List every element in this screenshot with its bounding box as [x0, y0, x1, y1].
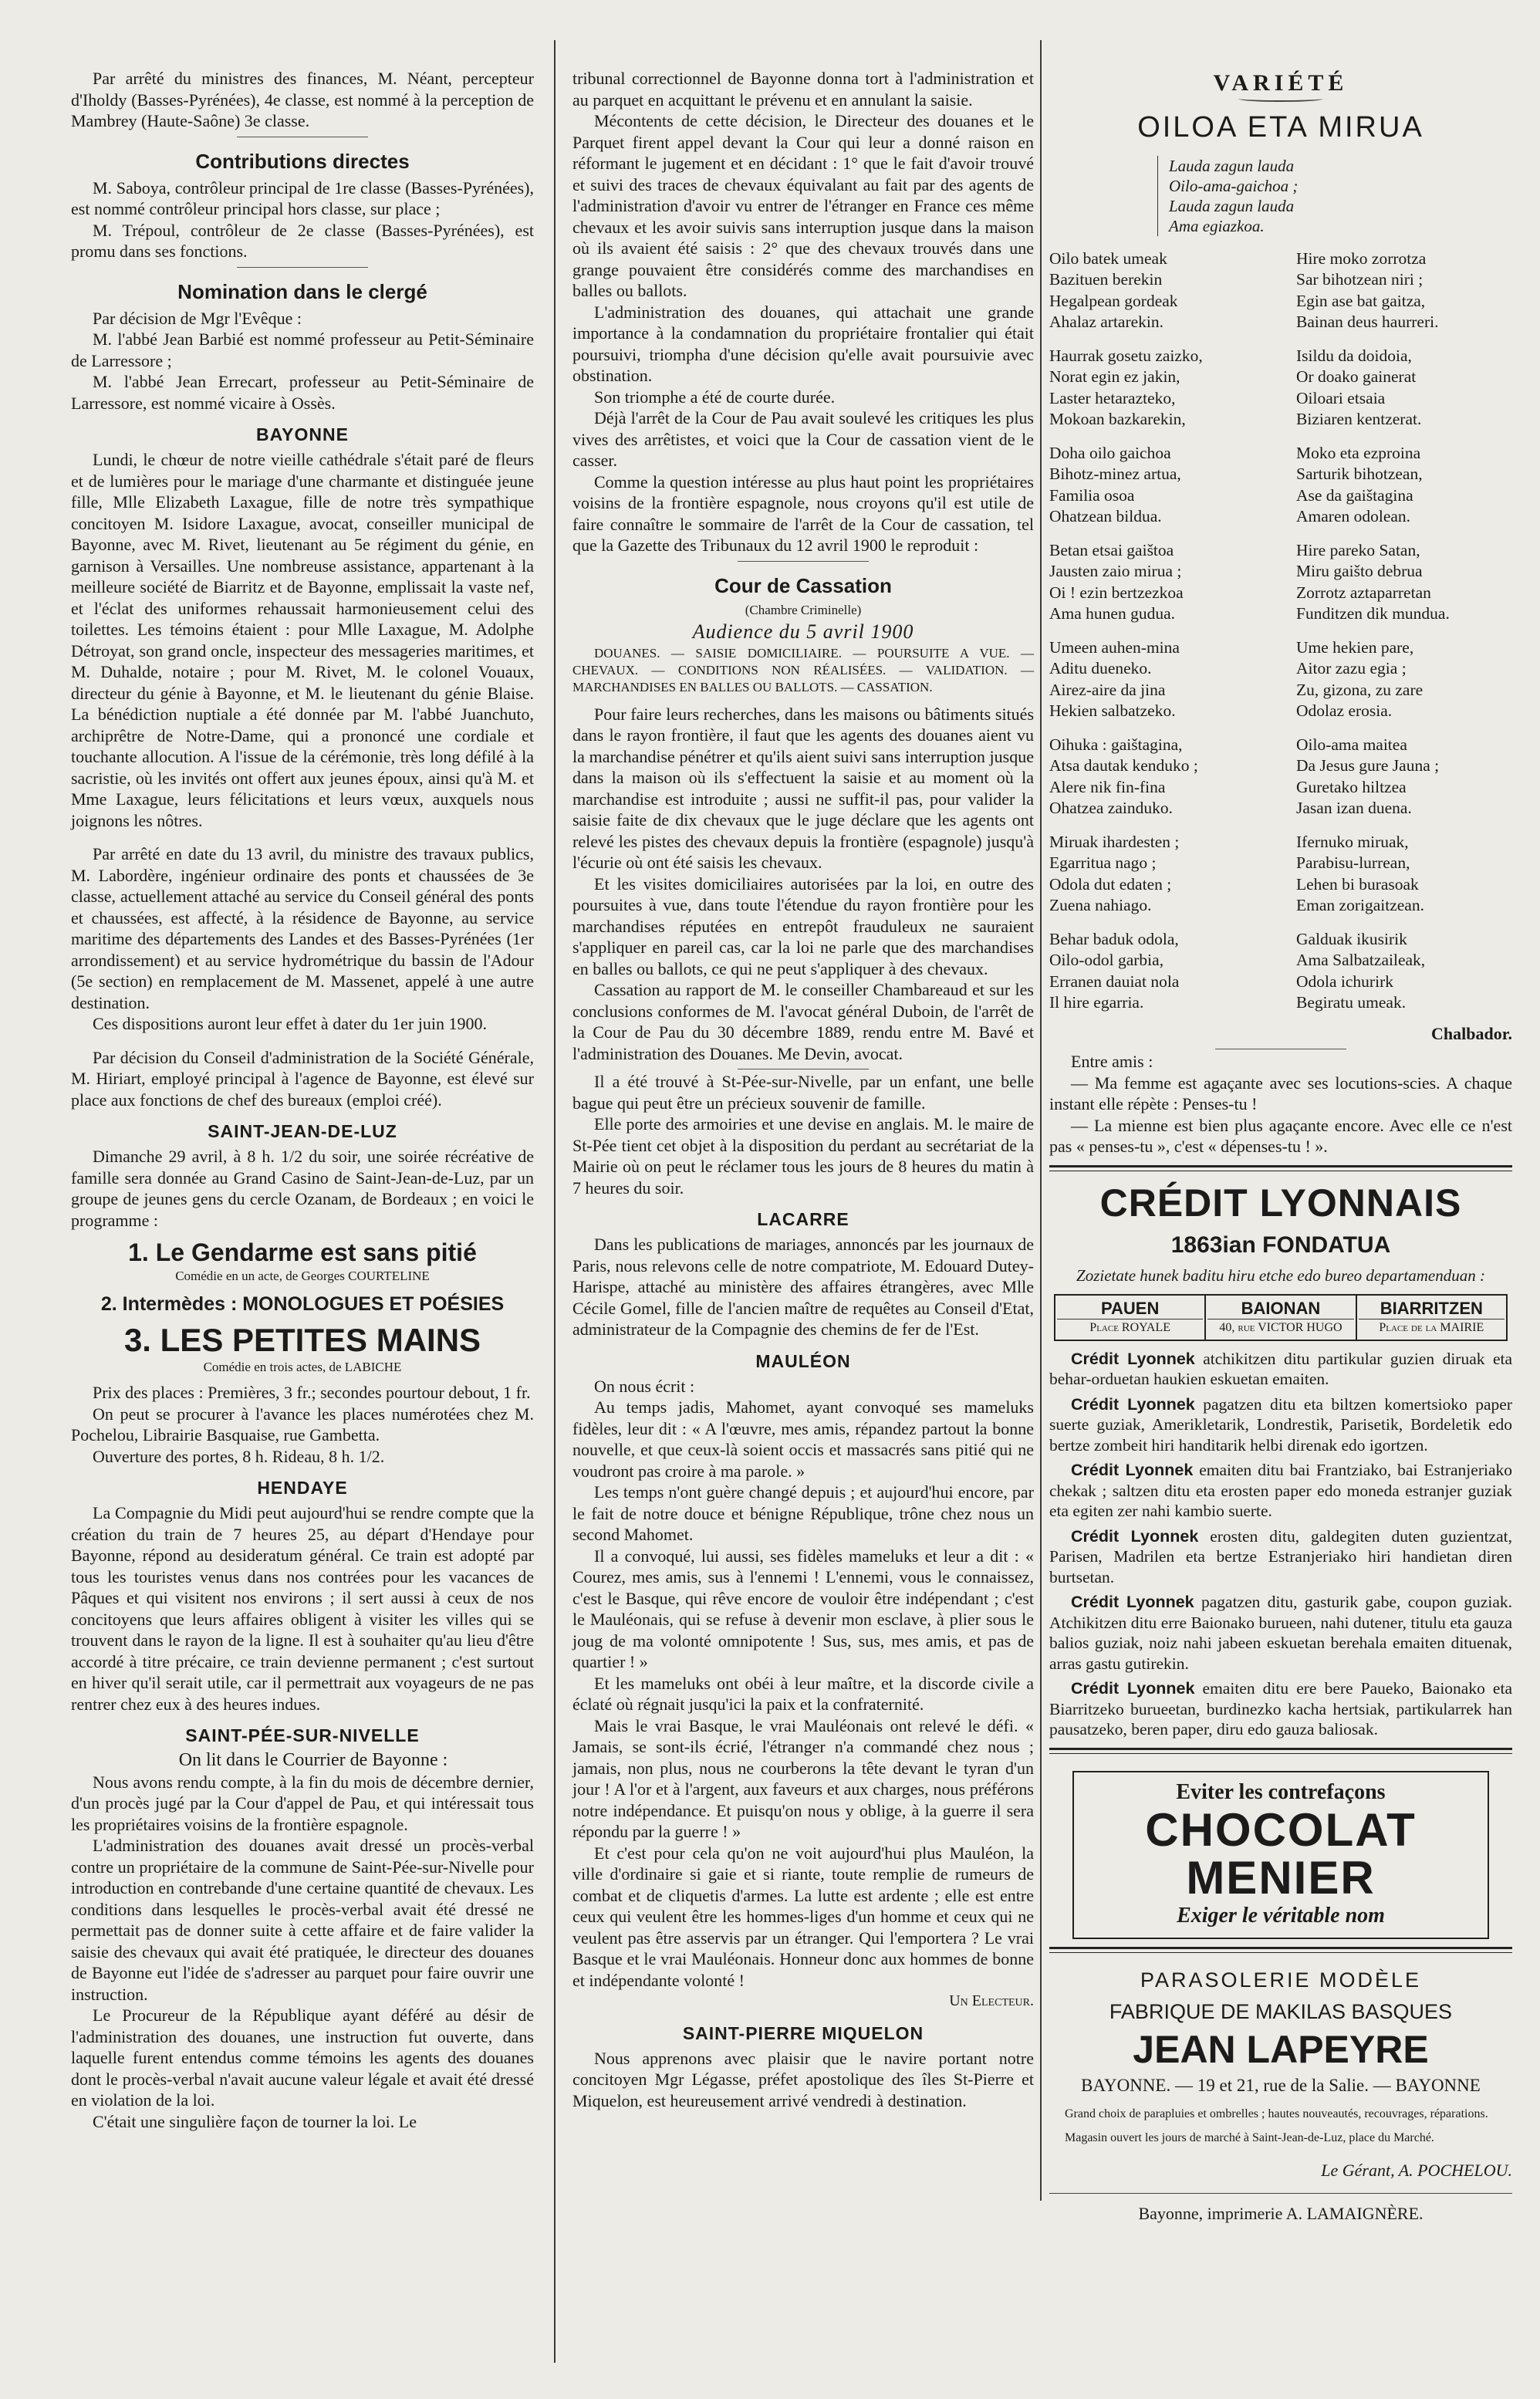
credit-lyonnais-brand: Crédit Lyonnek [1071, 1394, 1195, 1414]
credit-lyonnais-brand: Crédit Lyonnek [1071, 1349, 1195, 1368]
branch-city: PAUEN [1057, 1299, 1203, 1319]
article-barbie: M. l'abbé Jean Barbié est nommé professeur au Petit-Séminaire de Larressore ; [71, 329, 534, 370]
poem-stanza [1049, 929, 1273, 1014]
credit-lyonnais-service [1049, 1592, 1512, 1674]
article-saboya: M. Saboya, contrôleur principal de 1re classe (Basses-Pyrénées), est nommé contrôleur principal hors classe, sur place ; [71, 177, 534, 218]
poem-line: Jausten zaio mirua ; [1049, 562, 1182, 580]
section-divider [738, 561, 869, 562]
poem-stanza [1049, 832, 1273, 917]
branch-address: Place ROYALE [1089, 1320, 1171, 1334]
article-nous: Nous avons rendu compte, à la fin du mois de décembre dernier, d'un procès jugé par la Cour d'appel de Pau, et qui intéressait tous les propriétaires voisins de la frontière espagnole. [71, 1772, 534, 1834]
poem-line: Ase da gaištagina [1296, 485, 1413, 505]
article-deja: Déjà l'arrêt de la Cour de Pau avait soulevé les critiques les plus vives des arrêtistes, et voici que la Cour de cassation vient de le casser. [572, 408, 1034, 470]
credit-lyonnais-service [1049, 1526, 1512, 1588]
menier-warning: Eviter les contrefaçons [1176, 1779, 1386, 1804]
article-triomphe: Son triomphe a été de courte durée. [594, 387, 836, 407]
article-dispositions: Ces dispositions auront leur effet à dater du 1er juin 1900. [93, 1014, 487, 1033]
poem-line: Bihotz-minez artua, [1049, 465, 1181, 483]
poem-line: Il hire egarria. [1049, 993, 1144, 1012]
branch-biarritz [1357, 1296, 1506, 1340]
article-legasse: Nous apprenons avec plaisir que le navire portant notre concitoyen Mgr Légasse, préfet apostolique des îles St-Pierre et Miquelon, est heureusement arrivé vendredi à destination. [572, 2048, 1034, 2110]
poem-line: Moko eta ezproina [1296, 443, 1421, 462]
column-rule-left [554, 40, 556, 2363]
heading-nomination: Nomination dans le clergé [177, 279, 427, 303]
signature-electeur: Un Electeur. [949, 1992, 1034, 2009]
poem-line: Odola dut edaten ; [1049, 874, 1172, 894]
section-divider [237, 267, 368, 268]
program-item-1: 1. Le Gendarme est sans pitié [128, 1238, 477, 1266]
poem-line: Miruak ihardesten ; [1049, 832, 1180, 851]
poem-line: Or doako gainerat [1296, 367, 1417, 386]
article-tribunal: tribunal correctionnel de Bayonne donna tort à l'administration et au parquet en acquittant le prévenu et en annulant la saisie. [572, 69, 1034, 110]
column-rule-right [1040, 40, 1042, 2201]
article-rapport: Cassation au rapport de M. le conseiller Chambareaud et sur les conclusions conformes de M. l'avocat général Duboin, de l'arrêt de la Cour de Pau du 30 décembre 1889, rendu entre M. Bavé et l'administration des Douanes. Me Devin, avocat. [572, 980, 1034, 1063]
poem-line: Ama hunen gudua. [1049, 604, 1176, 623]
column-1 [71, 68, 534, 2383]
article-publications: Dans les publications de mariages, annoncés par les journaux de Paris, nous relevons celle de notre compatriote, M. Edouard Dutey-Harispe, attaché au ministère des affaires étrangères, avec Mlle Cécile Gomel, fille de l'ancien maître de requêtes au Conseil d'Etat, administrateur de la Compagnie des chemins de fer de l'Est. [572, 1235, 1034, 1339]
poem-line: Alere nik fin-fina [1049, 777, 1166, 796]
poem-line: Hegalpean gordeak [1049, 291, 1178, 310]
poem-line: Zorrotz aztaparretan [1296, 583, 1431, 602]
article-travaux: Par arrêté en date du 13 avril, du ministre des travaux publics, M. Labordère, ingénieur ordinaire des ponts et chaussées de 3e classe, actuellement attaché au service du Conseil général des ponts et chaussées, est affecté, à la résidence de Bayonne, au service maritime des départements des Landes et des Basses-Pyrénées (1er arrondissement) et au service hydrométrique du bassin de l'Adour (5e section) en remplacement de M. Massenet, appelé à une autre destination. [71, 844, 534, 1012]
poem-line: Biziaren kentzerat. [1296, 410, 1422, 428]
poem-line: Isildu da doidoia, [1296, 346, 1412, 365]
heading-variete: VARIÉTÉ [1213, 70, 1349, 96]
article-visites: Et les visites domiciliaires autorisées par la loi, en outre des poursuites à vue, dans toute l'étendue du rayon frontière pour les marchandises réputées en entrepôt frauduleux ne sauraient s'appliquer en pareil cas, car la loi ne parle que des marchandises en balles ou ballots, ce qui ne peut s'appliquer à des chevaux. [572, 873, 1034, 978]
poem-line: Mokoan bazkarekin, [1049, 410, 1186, 428]
heading-cassation: Cour de Cassation [714, 573, 892, 597]
poem-stanza [1049, 735, 1273, 819]
poem-line: Laster hetarazteko, [1049, 388, 1176, 407]
dialog-line-2: — La mienne est bien plus agaçante encore. Avec elle ce n'est pas « penses-tu », c'est « dépenses-tu ! ». [1049, 1115, 1512, 1156]
article-administration: L'administration des douanes, qui attachait une grande importance à la condamnation du propriétaire frontalier qui était poursuivi, triompha d'une décision qu'elle avait poursuivie avec obstination. [572, 302, 1034, 385]
poem-line: Ohatzea zainduko. [1049, 799, 1173, 817]
poem-line: Behar baduk odola, [1049, 929, 1179, 948]
poem-stanza [1049, 248, 1273, 333]
article-mecontents: Mécontents de cette décision, le Directeur des douanes et le Parquet firent appel devant la Cour qui leur a donné raison en réformant le jugement et en décidant : 1° que le fait d'avoir trouvé et suivi des traces de chevaux équivalant au fait par des agents de l'administration d'avoir vu entrer de l'étranger en France ces même chevaux et les avoir suivis sans interruption jusque dans la maison où ils avaient été saisis : 2° que des chevaux trouvés dans une grange pouvaient être considérés comme des marchandises en balles ou ballots. [572, 111, 1034, 300]
poem-line: Miru gaišto debrua [1296, 562, 1423, 580]
stanzas-left [1049, 248, 1273, 1026]
poem-line: Ama Salbatzaileak, [1296, 951, 1426, 969]
poem-line: Ohatzean bildua. [1049, 507, 1162, 525]
credit-lyonnais-text: pagatzen ditu eta biltzen komertsioko paper suerte guziak, Amerikletarik, Londrestik, Parisetik, Bordeletik edo bertze zombeit hiri handitarik helbi direnak edo igortzen. [1049, 1394, 1513, 1455]
poem-line: Haurrak gosetu zaizko, [1049, 346, 1203, 365]
poem-stanza [1049, 443, 1273, 528]
credit-lyonnais-year: 1863ian FONDATUA [1170, 1232, 1391, 1258]
poem-line: Hire moko zorrotza [1296, 248, 1427, 268]
poem-line: Norat egin ez jakin, [1049, 367, 1180, 386]
poem-line: Lehen bi burasoak [1296, 874, 1419, 894]
imprimerie-line: Bayonne, imprimerie A. LAMAIGNÈRE. [1049, 2193, 1512, 2225]
poem-line: Oihuka : gaištagina, [1049, 735, 1183, 754]
heading-mauleon: MAULÉON [755, 1350, 851, 1371]
credit-lyonnais-service [1049, 1678, 1512, 1740]
credit-lyonnais-text: atchikitzen ditu partikular guzien diruak eta behar-orduetan haukien eskuetan emaiten. [1049, 1349, 1512, 1388]
poem-stanza [1049, 346, 1273, 431]
poem-line: Egarritua nago ; [1049, 853, 1157, 872]
poem-line: Doha oilo gaichoa [1049, 443, 1171, 462]
branch-city: BAIONAN [1207, 1299, 1353, 1319]
program-item-2: 2. Intermèdes : MONOLOGUES ET POÉSIES [100, 1293, 505, 1315]
heading-contributions: Contributions directes [195, 149, 410, 173]
poem-line: Aditu dueneko. [1049, 659, 1152, 677]
heading-lacarre: LACARRE [757, 1209, 849, 1229]
article-basque: Mais le vrai Basque, le vrai Mauléonais ont relevé le défi. « Jamais, se sont-ils écrié, l'étranger n'a commandé chez nous ; jamais, non plus, nous ne courberons la tête devant le tyran d'un jour ! A l'or et à l'argent, aux faveurs et aux charges, nous préférons notre indépendance. Et puisqu'on nous y oblige, à la guerre il sera répondu par la guerre ! » [572, 1715, 1034, 1841]
poem-author: Chalbador. [1431, 1023, 1512, 1043]
article-mameluks: Et les mameluks ont obéi à leur maître, et la discorde civile a éclaté où régnait jusqu'ici la paix et la confraternité. [572, 1673, 1034, 1714]
credit-lyonnais-service [1049, 1349, 1512, 1390]
article-mahomet: Au temps jadis, Mahomet, ayant convoqué ses mameluks fidèles, leur dit : « A l'œuvre, mes amis, répandez partout la bonne nouvelle, et que ceux-là soient occis et massacrés sans pitié qui ne voudront pas croire à ma parole. » [572, 1397, 1034, 1481]
article-admin: L'administration des douanes avait dressé un procès-verbal contre un propriétaire de la commune de Saint-Pée-sur-Nivelle pour introduction en contrebande d'une certaine quantité de chevaux. Les conditions dans lesquelles le procès-verbal avait été dressé ne permettait pas de donner suite à cette affaire et de faire valider la saisie des chevaux qui avait été pratiquée, le directeur des douanes de Bayonne eut l'idée de s'adresser au parquet pour faire ouvrir une instruction. [71, 1836, 534, 2004]
credit-lyonnais-title: CRÉDIT LYONNAIS [1099, 1181, 1462, 1225]
ad-divider [1049, 1165, 1512, 1171]
poem-line: Sarturik bihotzean, [1296, 465, 1423, 483]
article-neant: Par arrêté du ministres des finances, M. Néant, percepteur d'Iholdy (Basses-Pyrénées), 4e classe, est nommé à la perception de Mambrey (Haute-Saône) 3e classe. [71, 69, 534, 130]
heading-cassation-sub: (Chambre Criminelle) [745, 602, 862, 617]
article-societe-generale: Par décision du Conseil d'administration de la Société Générale, M. Hiriart, employé principal à l'agence de Bayonne, est élevé sur place aux fonctions de chef des bureaux (emploi créé). [71, 1047, 534, 1110]
poem-line: Parabisu-lurrean, [1296, 853, 1410, 872]
stanzas-right [1288, 248, 1512, 1026]
poem-line: Zuena nahiago. [1049, 896, 1152, 914]
poem-stanza [1288, 735, 1512, 819]
poem-line: Ahalaz artarekin. [1049, 313, 1164, 331]
poem-line: Jasan izan duena. [1296, 799, 1412, 817]
ad-divider [1049, 1748, 1512, 1754]
article-eveque: Par décision de Mgr l'Evêque : [93, 308, 302, 328]
poem-stanza [1288, 346, 1512, 431]
poem-line: Oilo batek umeak [1049, 248, 1167, 268]
article-ecrit: On nous écrit : [594, 1376, 695, 1396]
article-sommaire: DOUANES. — SAISIE DOMICILIAIRE. — POURSUITE A VUE. — CHEVAUX. — CONDITIONS NON RÉALISÉES. — VALIDATION. — MARCHANDISES EN BALLES OU BALLOTS. — CASSATION. [572, 645, 1034, 694]
ornament-divider [1238, 96, 1323, 102]
credit-lyonnais-service [1049, 1394, 1512, 1456]
article-trepoul: M. Trépoul, contrôleur de 2e classe (Basses-Pyrénées), est promu dans ses fonctions. [71, 220, 534, 261]
poem-stanza [1288, 637, 1512, 722]
gerant-signature: Le Gérant, A. POCHELOU. [1321, 2160, 1512, 2180]
credit-lyonnais-brand: Crédit Lyonnek [1071, 1679, 1195, 1698]
poem-line: Ume hekien pare, [1296, 637, 1414, 657]
poem-line: Guretako hiltzea [1296, 777, 1407, 796]
poem-line: Begiratu umeak. [1296, 993, 1407, 1012]
entre-amis: Entre amis : [1071, 1052, 1153, 1071]
poem-line: Oiloari etsaia [1296, 388, 1386, 407]
poem-line: Atsa dautak kenduko ; [1049, 756, 1198, 775]
branch-address: Place de la MAIRIE [1379, 1320, 1484, 1334]
heading-saint-pierre: SAINT-PIERRE MIQUELON [682, 2022, 924, 2043]
poem-stanza [1288, 248, 1512, 333]
poem-stanza [1288, 443, 1512, 528]
poem-stanza [1288, 540, 1512, 625]
poem-stanza [1288, 832, 1512, 917]
poem-stanza [1288, 929, 1512, 1014]
refrain-line: Lauda zagun lauda [1169, 156, 1295, 175]
branch-pau [1055, 1296, 1206, 1340]
menier-exiger: Exiger le véritable nom [1177, 1903, 1385, 1928]
program-item-3-sub: Comédie en trois actes, de LABICHE [203, 1360, 402, 1374]
article-midi: La Compagnie du Midi peut aujourd'hui se rendre compte que la création du train de 7 heures 25, au départ d'Hendaye pour Bayonne, répond au desideratum général. Ce train est adopté par tous les touristes venus dans nos contrées pour les vacances de Pâques et qui visitent nos environs ; il sert aussi à ceux de nos concitoyens que leurs affaires obligent à visiter les villes qui se trouvent dans le rayon de la ligne. Il est à souhaiter qu'au lieu d'être accordé à titre précaire, ce train devienne permanent ; c'est surtout en hiver qu'il serait utile, car il permettrait aux voyageurs de ne pas rentrer chez eux à des heures indues. [71, 1503, 534, 1714]
poem-line: Umeen auhen-mina [1049, 637, 1180, 657]
poem-line: Oilo-ama maitea [1296, 735, 1407, 754]
poem-line: Oilo-odol garbia, [1049, 951, 1164, 969]
poem-line: Da Jesus gure Jauna ; [1296, 756, 1440, 775]
poem-line: Bainan deus haurreri. [1296, 313, 1439, 331]
parasolerie-details-1: Grand choix de parapluies et ombrelles ; hautes nouveautés, recouvrages, réparations. [1065, 2107, 1488, 2120]
branch-table [1054, 1294, 1508, 1341]
poem-line: Galduak ikusirik [1296, 929, 1407, 948]
poem-line: Zu, gizona, zu zare [1296, 680, 1423, 699]
article-procureur: Le Procureur de la République ayant déféré au désir de l'administration des douanes, une instruction fut ouverte, dans laquelle furent entendus comme témoins les agents des douanes dont le procès-verbal n'avait aucune valeur légale et avait été dressé en violation de la loi. [71, 2005, 534, 2110]
branch-address: 40, rue VICTOR HUGO [1219, 1320, 1342, 1334]
article-soiree: Dimanche 29 avril, à 8 h. 1/2 du soir, une soirée récréative de famille sera donnée au Grand Casino de Saint-Jean-de-Luz, par un groupe de jeunes gens du cercle Ozanam, de Bordeaux ; en voici le programme : [71, 1147, 534, 1230]
credit-lyonnais-subtitle: Zozietate hunek baditu hiru etche edo bureo departamenduan : [1076, 1265, 1485, 1285]
parasolerie-details-2: Magasin ouvert les jours de marché à Saint-Jean-de-Luz, place du Marché. [1065, 2130, 1434, 2144]
poem-line: Odolaz erosia. [1296, 701, 1393, 720]
dialog-line-1: — Ma femme est agaçante avec ses locutions-scies. A chaque instant elle répète : Penses-tu ! [1049, 1073, 1512, 1113]
article-pour: Pour faire leurs recherches, dans les maisons ou bâtiments situés dans le rayon frontière, il faut que les agents des douanes aient vu la marchandise pénétrer et qu'ils aient suivi sans interruption jusque dans la maison où ils s'effectuent la saisie et au moment où la marchandise est introduite ; aussi ne suffit-il pas, pour valider la saisie faite de dix chevaux que le juge déclare que les agents ont relevé les pistes des chevaux depuis la frontière (espagnole) jusqu'à l'écurie où ont été saisis les chevaux. [572, 704, 1034, 872]
heading-saint-pee: SAINT-PÉE-SUR-NIVELLE [185, 1725, 420, 1745]
program-item-3: 3. LES PETITES MAINS [123, 1322, 481, 1358]
article-courrier: On lit dans le Courrier de Bayonne : [178, 1750, 448, 1770]
credit-lyonnais-brand: Crédit Lyonnek [1071, 1526, 1199, 1546]
article-convoque: Il a convoqué, lui aussi, ses fidèles mameluks et leur a dit : « Courez, mes amis, sus à l'ennemi ! L'ennemi, vous le connaissez, c'est le Basque, qui rêve encore de vouloir être indépendant ; c'est le Mauléonais, qui se refuse à devenir mon esclave, à plier sous le joug de ma volonté omnipotente ! Sus, sus, mes amis, et pas de quartier ! » [572, 1546, 1034, 1671]
article-prix: Prix des places : Premières, 3 fr.; secondes pourtour debout, 1 fr. [93, 1383, 531, 1402]
poem-stanza [1049, 637, 1273, 722]
parasolerie-title: PARASOLERIE MODÈLE [1140, 1968, 1422, 1992]
credit-lyonnais-text: pagatzen ditu, gasturik gabe, coupon guziak. Atchikitzen ditu erre Baionako burueen, nahi dutener, titulu eta gauza balios guziak, noiz nahi jabeen eskuetan berehala emaiten dituenak, arras gastu gutirekin. [1049, 1593, 1513, 1673]
poem-title: OILOA ETA MIRUA [1137, 110, 1424, 144]
credit-lyonnais-service [1049, 1460, 1512, 1522]
credit-lyonnais-services [1049, 1349, 1512, 1740]
refrain-line: Ama egiazkoa. [1169, 216, 1265, 235]
menier-brand: MENIER [1186, 1851, 1376, 1904]
branch-city: BIARRITZEN [1359, 1299, 1505, 1319]
chocolat-menier-ad [1072, 1771, 1489, 1939]
audience-date: Audience du 5 avril 1900 [692, 620, 914, 643]
poem-line: Hire pareko Satan, [1296, 540, 1420, 559]
article-ouverture: Ouverture des portes, 8 h. Rideau, 8 h. 1/2. [93, 1446, 385, 1466]
poem-line: Eman zorigaitzean. [1296, 896, 1424, 914]
poem-refrain [1157, 156, 1512, 236]
article-location: On peut se procurer à l'avance les places numérotées chez M. Pochelou, Librairie Basquaise, rue Gambetta. [71, 1404, 534, 1444]
article-ville: Et c'est pour cela qu'on ne voit aujourd'hui plus Mauléon, la ville d'ordinaire si gaie et si riante, toute remplie de rumeurs de combat et de cliquetis d'armes. La lutte est ardente ; elle est entre ceux qui veulent être les hommes-liges d'un homme et ceux qui ne veulent pas être asservis par un étranger. Qui l'emportera ? Le vrai Basque et le vrai Mauléonais. Honneur donc aux hommes de bonne et indépendante volonté ! [572, 1843, 1034, 1990]
parasolerie-fabrique: FABRIQUE DE MAKILAS BASQUES [1109, 1999, 1453, 2023]
heading-saint-jean-de-luz: SAINT-JEAN-DE-LUZ [208, 1121, 397, 1141]
poem-line: Hekien salbatzeko. [1049, 701, 1176, 720]
poem-line: Betan etsai gaištoa [1049, 540, 1174, 559]
article-bague: Il a été trouvé à St-Pée-sur-Nivelle, par un enfant, une belle bague qui peut être un précieux souvenir de famille. [572, 1072, 1034, 1113]
poem-line: Bazituen berekin [1049, 270, 1163, 289]
poem-line: Oi ! ezin bertzezkoa [1049, 583, 1184, 602]
article-errecart: M. l'abbé Jean Errecart, professeur au Petit-Séminaire de Larressore, est nommé vicaire à Ossès. [71, 372, 534, 413]
poem-line: Aitor zazu egia ; [1296, 659, 1407, 677]
refrain-line: Lauda zagun lauda [1169, 196, 1295, 215]
column-2 [572, 68, 1034, 2383]
credit-lyonnais-text: emaiten ditu bai Frantziako, bai Estranjeriako chekak ; saltzen ditu eta erosten paper edo moneda estranjer guziak eta egiten zer nahi kambio suerte. [1049, 1461, 1512, 1520]
heading-bayonne: BAYONNE [256, 424, 349, 444]
credit-lyonnais-text: emaiten ditu ere bere Paueko, Baionako eta Biarritzeko burueetan, burdinezko kacha hertsiak, partikularrek han pausatzeko, beren paper, diru edo gauza baliosak. [1049, 1679, 1512, 1738]
poem-line: Egin ase bat gaitza, [1296, 291, 1426, 310]
menier-chocolat: CHOCOLAT [1145, 1803, 1417, 1856]
poem-line: Erranen dauiat nola [1049, 971, 1180, 991]
article-temps: Les temps n'ont guère changé depuis ; et aujourd'hui encore, par le fait de notre douce et bénigne République, trône chez nous un second Mahomet. [572, 1482, 1034, 1544]
article-singuliere: C'était une singulière façon de tourner la loi. Le [93, 2111, 417, 2131]
heading-hendaye: HENDAYE [257, 1478, 348, 1498]
refrain-line: Oilo-ama-gaichoa ; [1169, 176, 1299, 195]
credit-lyonnais-brand: Crédit Lyonnek [1071, 1593, 1194, 1611]
ad-divider [1049, 1947, 1512, 1953]
poem-line: Sar bihotzean niri ; [1296, 270, 1423, 289]
poem-line: Airez-aire da jina [1049, 680, 1166, 699]
article-mariage: Lundi, le chœur de notre vieille cathédrale s'était paré de fleurs et de lumières pour le mariage d'une charmante et distinguée jeune fille, Mlle Elizabeth Laxague, fille de notre très sympathique concitoyen M. Isidore Laxague, avocat, conseiller municipal de Bayonne, avec M. Rivet, lieutenant au 5e régiment du génie, en garnison à Versailles. Une nombreuse assistance, appartenant à la meilleure société de Biarritz et de Bayonne, emplissait la vaste nef, et l'éclat des uniformes rehaussait harmonieusement celui des toilettes. Les témoins étaient : pour Mlle Laxague, M. Adolphe Détroyat, son grand oncle, inspecteur des messageries maritimes, et M. Duhalde, notaire ; pour M. Rivet, M. le colonel Vouaux, directeur du génie à Bayonne, et M. le lieutenant du génie Blaise. La bénédiction nuptiale a été donnée par M. l'abbé Juanchuto, archiprêtre de Notre-Dame, qui a prononcé une cordiale et touchante allocution. A l'issue de la cérémonie, très long défilé à la sacristie, où les invités ont offert aux jeunes époux, ainsi qu'à M. et Mme Laxague, leurs félicitations et leurs vœux, auxquels nous joignons les nôtres. [71, 450, 534, 830]
poem-line: Ifernuko miruak, [1296, 832, 1409, 851]
branch-bayonne [1206, 1296, 1356, 1340]
credit-lyonnais-brand: Crédit Lyonnek [1071, 1461, 1194, 1479]
program-item-1-sub: Comédie en un acte, de Georges COURTELINE [175, 1269, 430, 1283]
poem-line: Funditzen dik mundua. [1296, 604, 1450, 623]
poem-stanza [1049, 540, 1273, 625]
poem-line: Familia osoa [1049, 485, 1135, 505]
poem-stanzas [1049, 248, 1512, 1026]
parasolerie-address: BAYONNE. — 19 et 21, rue de la Salie. — BAYONNE [1081, 2075, 1481, 2095]
poem-line: Amaren odolean. [1296, 507, 1411, 525]
article-comme: Comme la question intéresse au plus haut point les propriétaires voisins de la frontière espagnole, nous croyons qu'il est utile de faire connaître le sommaire de l'arrêt de la Cour de cassation, tel que la Gazette des Tribunaux du 12 avril 1900 le reproduit : [572, 471, 1034, 555]
poem-line: Odola ichurirk [1296, 971, 1393, 991]
credit-lyonnais-text: erosten ditu, galdegiten duten guzientzat, Parisen, Madrilen eta bertze Estranjeriako hiri handietan diren burtsetan. [1049, 1526, 1512, 1586]
article-armoiries: Elle porte des armoiries et une devise en anglais. M. le maire de St-Pée tient cet objet à la disposition du perdant au secrétariat de la Mairie où on peut le réclamer tous les jours de 8 heures du matin à 7 heures du soir. [572, 1114, 1034, 1198]
parasolerie-owner: JEAN LAPEYRE [1133, 2027, 1429, 2071]
column-3 [1049, 68, 1513, 2223]
